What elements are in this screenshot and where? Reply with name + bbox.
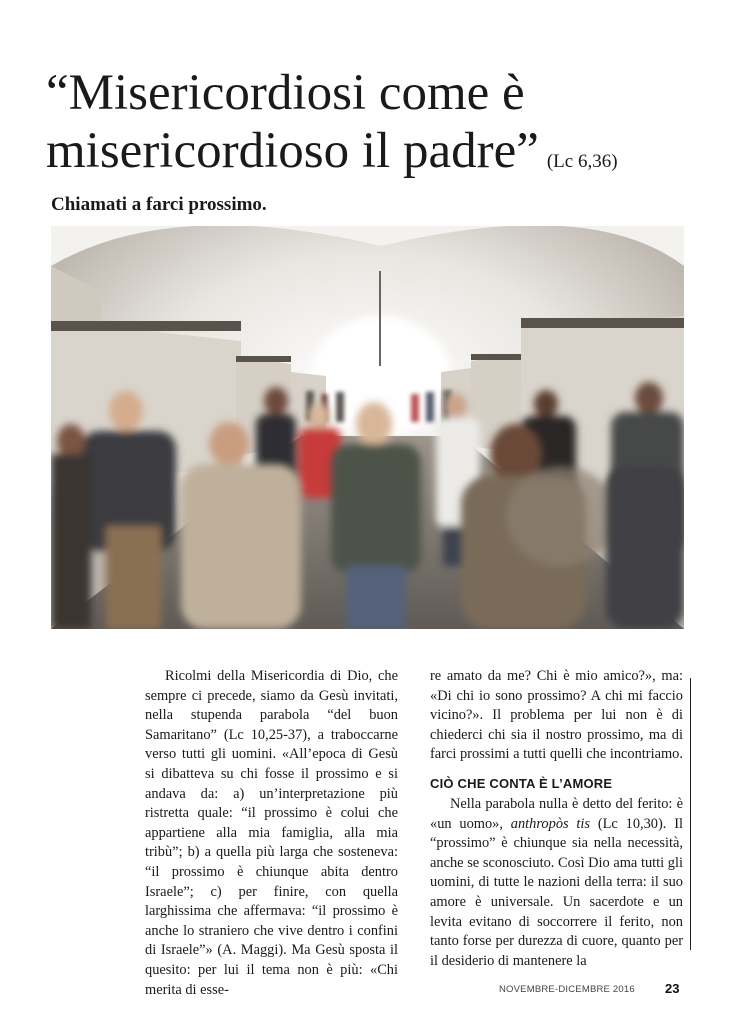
article-title [46, 64, 726, 191]
title-line-1: “Misericordiosi come è [46, 65, 525, 121]
paragraph-2-end: (Lc 10,30). Il “prossimo” è chiunque sia nella necessità, anche se sconosciuto. Così Dio ama tutti gli uomini, di tutte le nazioni della terra: il suo amore è universale. Un sacerdote e un levita evitano di soccorrere il ferito, non tanto forse per durezza di cuore, quanto per il desiderio di mantenere la [430, 815, 683, 969]
body-paragraph-1: Ricolmi della Misericordia di Dio, che sempre ci precede, siamo da Gesù invitati, nella stupenda parabola “del buon Samaritano” (Lc 10,25-37), a traboccarne verso tutti gli uomini. «All’epoca di Gesù si dibatteva su chi fosse il prossimo e si andava da: a) un’interpretazione più ristretta quale: “il prossimo è colui che appartiene alla mia famiglia, alla mia tribù”; b) a quella più larga che sosteneva: “il prossimo è chiunque abita dentro Israele”; c) per finire, con quella larghissima che affermava: “il prossimo è anche lo straniero che vive dentro i confini di Israele”» (A. Maggi). Ma Gesù sposta il quesito: per lui il tema non è più: «Chi merita di esse- [145, 668, 398, 998]
crowd-photo-icon [51, 226, 684, 629]
page-number: 23 [665, 981, 680, 996]
issue-date: NOVEMBRE-DICEMBRE 2016 [499, 984, 635, 995]
paragraph-2-italic: anthropòs tis [510, 815, 591, 832]
section-heading: CIÒ CHE CONTA È L’AMORE [430, 775, 613, 791]
column-divider [690, 678, 691, 950]
title-reference: (Lc 6,36) [546, 151, 618, 172]
paragraph-2-start: Nella parabola nulla è detto del ferito: è «un uomo», [430, 795, 683, 832]
text-column-1 [145, 667, 398, 1000]
body-paragraph-1-continued: re amato da me? Chi è mio amico?», ma: «Di chi io sono prossimo? A chi mi faccio vicino?». Il problema per lui non è di chiederci chi sia il nostro prossimo, ma di farci prossimi a tutti quelli che incontriamo. [430, 668, 683, 763]
text-column-2 [430, 667, 683, 971]
body-paragraph-2 [430, 795, 683, 971]
title-line-2: misericordioso il padre” [46, 123, 539, 179]
article-subtitle: Chiamati a farci prossimo. [51, 194, 267, 215]
